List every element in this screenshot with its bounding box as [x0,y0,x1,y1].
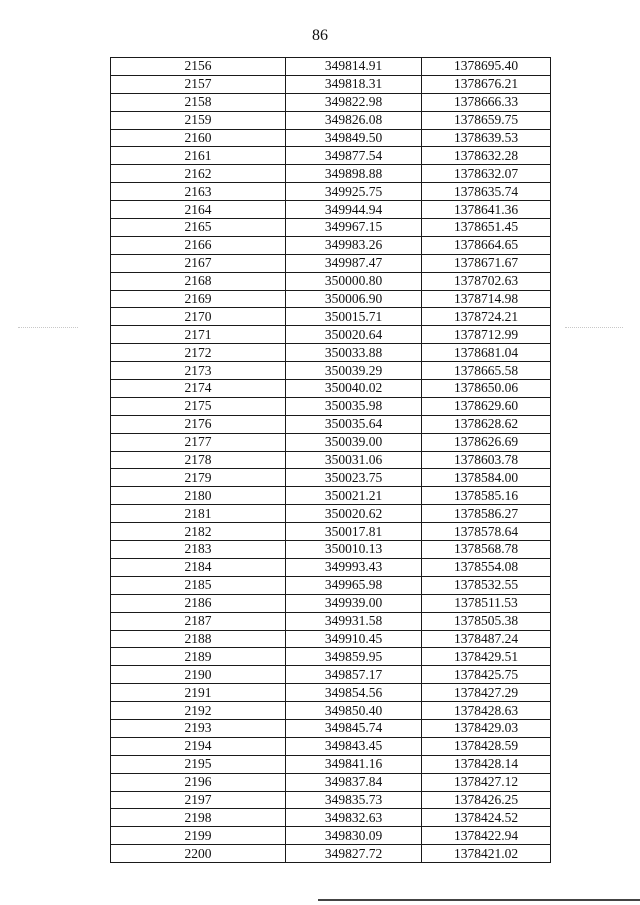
table-row [111,845,551,863]
point-number-cell: 2166 [111,236,286,254]
point-number-cell: 2200 [111,845,286,863]
y-coordinate-cell: 1378628.62 [422,415,551,433]
x-coordinate-cell: 349850.40 [286,702,422,720]
table-row [111,809,551,827]
x-coordinate-cell: 349830.09 [286,827,422,845]
x-coordinate-cell: 350020.64 [286,326,422,344]
x-coordinate-cell: 349987.47 [286,254,422,272]
table-row [111,433,551,451]
table-row [111,505,551,523]
point-number-cell: 2172 [111,344,286,362]
x-coordinate-cell: 349983.26 [286,236,422,254]
point-number-cell: 2162 [111,165,286,183]
table-row [111,236,551,254]
x-coordinate-cell: 350000.80 [286,272,422,290]
y-coordinate-cell: 1378532.55 [422,576,551,594]
point-number-cell: 2188 [111,630,286,648]
point-number-cell: 2169 [111,290,286,308]
point-number-cell: 2199 [111,827,286,845]
table-row [111,451,551,469]
y-coordinate-cell: 1378584.00 [422,469,551,487]
y-coordinate-cell: 1378695.40 [422,58,551,76]
x-coordinate-cell: 349832.63 [286,809,422,827]
y-coordinate-cell: 1378632.07 [422,165,551,183]
y-coordinate-cell: 1378429.03 [422,719,551,737]
table-row [111,737,551,755]
point-number-cell: 2186 [111,594,286,612]
point-number-cell: 2173 [111,362,286,380]
point-number-cell: 2184 [111,558,286,576]
y-coordinate-cell: 1378702.63 [422,272,551,290]
scan-artifact-left [18,327,78,328]
x-coordinate-cell: 349835.73 [286,791,422,809]
table-row [111,344,551,362]
x-coordinate-cell: 349859.95 [286,648,422,666]
table-row [111,415,551,433]
point-number-cell: 2181 [111,505,286,523]
y-coordinate-cell: 1378659.75 [422,111,551,129]
x-coordinate-cell: 349814.91 [286,58,422,76]
point-number-cell: 2192 [111,702,286,720]
y-coordinate-cell: 1378635.74 [422,183,551,201]
x-coordinate-cell: 350040.02 [286,380,422,398]
point-number-cell: 2196 [111,773,286,791]
table-row [111,272,551,290]
table-row [111,380,551,398]
y-coordinate-cell: 1378632.28 [422,147,551,165]
point-number-cell: 2178 [111,451,286,469]
point-number-cell: 2197 [111,791,286,809]
scan-artifact-right [565,327,623,328]
table-row [111,719,551,737]
point-number-cell: 2177 [111,433,286,451]
y-coordinate-cell: 1378664.65 [422,236,551,254]
table-row [111,362,551,380]
x-coordinate-cell: 349841.16 [286,755,422,773]
y-coordinate-cell: 1378427.29 [422,684,551,702]
point-number-cell: 2179 [111,469,286,487]
table-row [111,755,551,773]
table-row [111,576,551,594]
point-number-cell: 2175 [111,397,286,415]
point-number-cell: 2198 [111,809,286,827]
y-coordinate-cell: 1378426.25 [422,791,551,809]
table-row [111,183,551,201]
table-row [111,523,551,541]
x-coordinate-cell: 350006.90 [286,290,422,308]
x-coordinate-cell: 350035.64 [286,415,422,433]
point-number-cell: 2160 [111,129,286,147]
point-number-cell: 2183 [111,541,286,559]
table-row [111,684,551,702]
table-row [111,827,551,845]
x-coordinate-cell: 350031.06 [286,451,422,469]
point-number-cell: 2191 [111,684,286,702]
table-row [111,290,551,308]
table-row [111,773,551,791]
x-coordinate-cell: 349877.54 [286,147,422,165]
table-row [111,594,551,612]
x-coordinate-cell: 349939.00 [286,594,422,612]
x-coordinate-cell: 349965.98 [286,576,422,594]
point-number-cell: 2190 [111,666,286,684]
y-coordinate-cell: 1378428.63 [422,702,551,720]
x-coordinate-cell: 349944.94 [286,201,422,219]
table-row [111,702,551,720]
table-row [111,308,551,326]
table-row [111,558,551,576]
point-number-cell: 2182 [111,523,286,541]
point-number-cell: 2164 [111,201,286,219]
point-number-cell: 2168 [111,272,286,290]
x-coordinate-cell: 349931.58 [286,612,422,630]
y-coordinate-cell: 1378554.08 [422,558,551,576]
y-coordinate-cell: 1378641.36 [422,201,551,219]
x-coordinate-cell: 349822.98 [286,93,422,111]
point-number-cell: 2165 [111,219,286,237]
table-row [111,469,551,487]
y-coordinate-cell: 1378712.99 [422,326,551,344]
table-row [111,129,551,147]
point-number-cell: 2194 [111,737,286,755]
y-coordinate-cell: 1378639.53 [422,129,551,147]
y-coordinate-cell: 1378629.60 [422,397,551,415]
coordinates-table-container [110,57,550,863]
table-row [111,397,551,415]
y-coordinate-cell: 1378424.52 [422,809,551,827]
point-number-cell: 2163 [111,183,286,201]
x-coordinate-cell: 349826.08 [286,111,422,129]
table-row [111,648,551,666]
y-coordinate-cell: 1378428.14 [422,755,551,773]
x-coordinate-cell: 349967.15 [286,219,422,237]
x-coordinate-cell: 350015.71 [286,308,422,326]
y-coordinate-cell: 1378487.24 [422,630,551,648]
x-coordinate-cell: 350020.62 [286,505,422,523]
x-coordinate-cell: 349827.72 [286,845,422,863]
table-row [111,326,551,344]
y-coordinate-cell: 1378714.98 [422,290,551,308]
x-coordinate-cell: 349818.31 [286,75,422,93]
x-coordinate-cell: 349857.17 [286,666,422,684]
x-coordinate-cell: 350033.88 [286,344,422,362]
table-row [111,541,551,559]
x-coordinate-cell: 350017.81 [286,523,422,541]
y-coordinate-cell: 1378671.67 [422,254,551,272]
x-coordinate-cell: 350039.29 [286,362,422,380]
page-number: 86 [312,27,328,44]
x-coordinate-cell: 349845.74 [286,719,422,737]
y-coordinate-cell: 1378681.04 [422,344,551,362]
y-coordinate-cell: 1378651.45 [422,219,551,237]
bottom-edge-line [318,899,640,901]
y-coordinate-cell: 1378578.64 [422,523,551,541]
y-coordinate-cell: 1378425.75 [422,666,551,684]
y-coordinate-cell: 1378586.27 [422,505,551,523]
x-coordinate-cell: 350039.00 [286,433,422,451]
y-coordinate-cell: 1378666.33 [422,93,551,111]
point-number-cell: 2157 [111,75,286,93]
x-coordinate-cell: 349843.45 [286,737,422,755]
y-coordinate-cell: 1378511.53 [422,594,551,612]
point-number-cell: 2167 [111,254,286,272]
table-row [111,58,551,76]
y-coordinate-cell: 1378665.58 [422,362,551,380]
table-row [111,254,551,272]
y-coordinate-cell: 1378429.51 [422,648,551,666]
point-number-cell: 2195 [111,755,286,773]
coordinates-table [110,57,551,863]
y-coordinate-cell: 1378568.78 [422,541,551,559]
table-row [111,147,551,165]
x-coordinate-cell: 350035.98 [286,397,422,415]
table-row [111,791,551,809]
x-coordinate-cell: 349837.84 [286,773,422,791]
table-row [111,487,551,505]
x-coordinate-cell: 350010.13 [286,541,422,559]
point-number-cell: 2174 [111,380,286,398]
y-coordinate-cell: 1378422.94 [422,827,551,845]
point-number-cell: 2170 [111,308,286,326]
y-coordinate-cell: 1378427.12 [422,773,551,791]
y-coordinate-cell: 1378724.21 [422,308,551,326]
table-row [111,93,551,111]
point-number-cell: 2189 [111,648,286,666]
x-coordinate-cell: 349854.56 [286,684,422,702]
x-coordinate-cell: 349925.75 [286,183,422,201]
point-number-cell: 2159 [111,111,286,129]
point-number-cell: 2176 [111,415,286,433]
point-number-cell: 2171 [111,326,286,344]
table-row [111,165,551,183]
x-coordinate-cell: 350021.21 [286,487,422,505]
table-row [111,630,551,648]
point-number-cell: 2158 [111,93,286,111]
table-row [111,612,551,630]
x-coordinate-cell: 349993.43 [286,558,422,576]
table-row [111,219,551,237]
point-number-cell: 2156 [111,58,286,76]
y-coordinate-cell: 1378428.59 [422,737,551,755]
coordinates-table-body [111,58,551,863]
x-coordinate-cell: 349898.88 [286,165,422,183]
point-number-cell: 2161 [111,147,286,165]
point-number-cell: 2187 [111,612,286,630]
y-coordinate-cell: 1378505.38 [422,612,551,630]
y-coordinate-cell: 1378626.69 [422,433,551,451]
y-coordinate-cell: 1378421.02 [422,845,551,863]
point-number-cell: 2185 [111,576,286,594]
table-row [111,111,551,129]
point-number-cell: 2180 [111,487,286,505]
table-row [111,201,551,219]
x-coordinate-cell: 350023.75 [286,469,422,487]
y-coordinate-cell: 1378603.78 [422,451,551,469]
point-number-cell: 2193 [111,719,286,737]
table-row [111,75,551,93]
y-coordinate-cell: 1378650.06 [422,380,551,398]
y-coordinate-cell: 1378585.16 [422,487,551,505]
x-coordinate-cell: 349910.45 [286,630,422,648]
table-row [111,666,551,684]
x-coordinate-cell: 349849.50 [286,129,422,147]
y-coordinate-cell: 1378676.21 [422,75,551,93]
